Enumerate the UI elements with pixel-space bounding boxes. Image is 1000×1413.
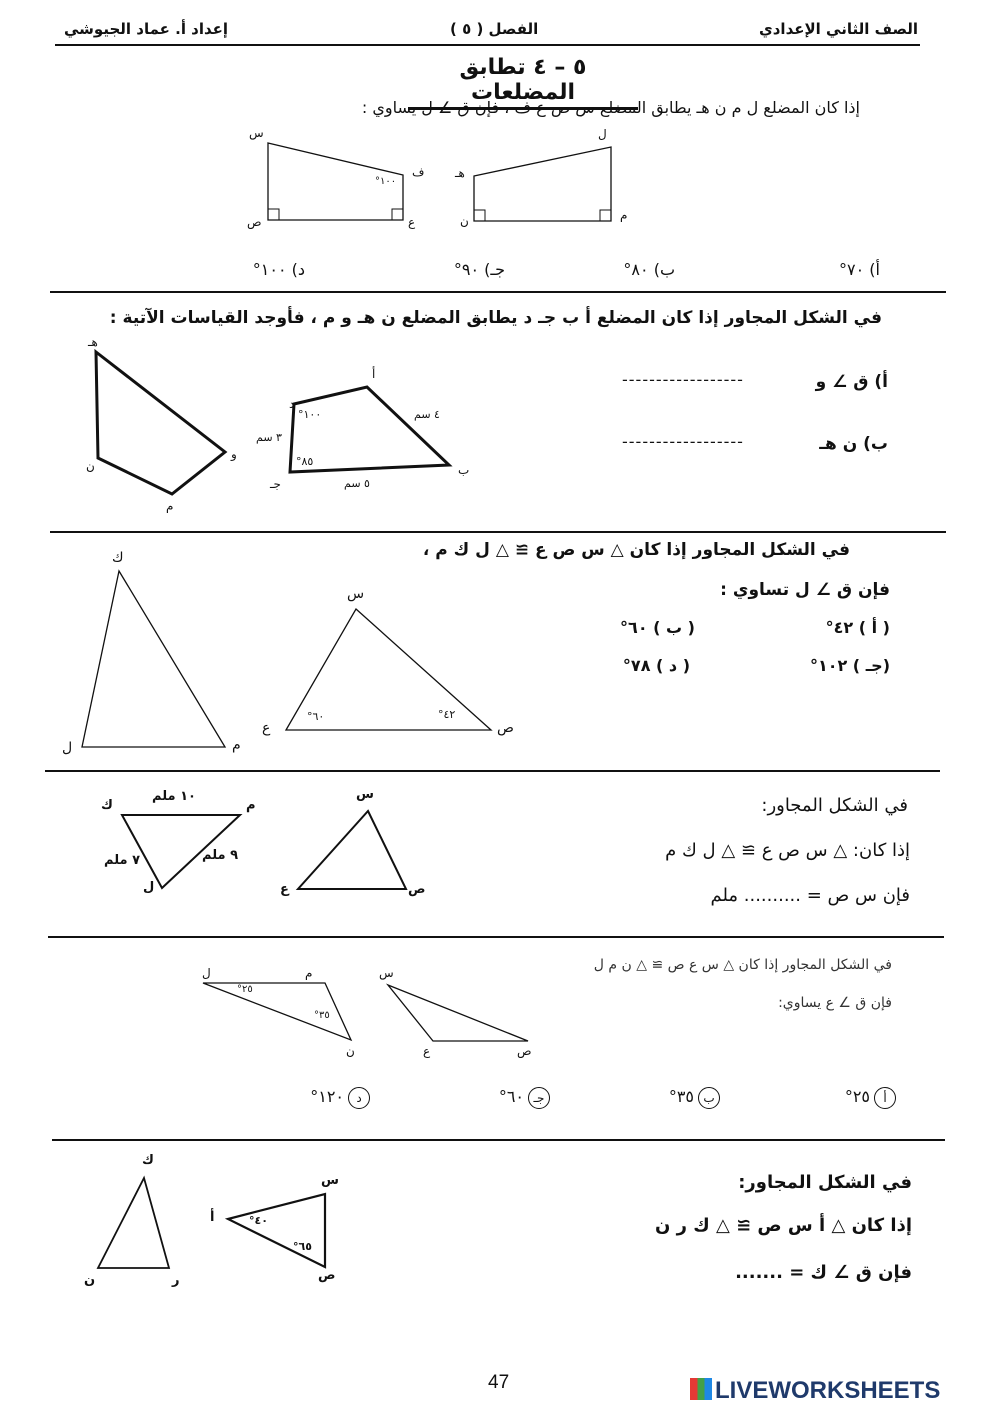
- q2-answer-a[interactable]: ------------------: [622, 370, 744, 389]
- q1-right-angle-2: [268, 209, 279, 220]
- q6-label-a: أ: [210, 1210, 215, 1225]
- q5-option-b-letter: ب: [698, 1087, 720, 1109]
- q4-condition: إذا كان: △ س ص ع ≅ △ ل ك م: [665, 840, 910, 861]
- q1-label-n: ن: [460, 214, 469, 228]
- q6-angle-40: °٤٠: [249, 1214, 268, 1227]
- q5-option-b-value: ٣٥°: [668, 1087, 694, 1106]
- q5-angle-25: °٢٥: [237, 984, 253, 995]
- q3-label-m: م: [232, 737, 241, 753]
- page-title: ٥ – ٤ تطابق المضلعات: [408, 55, 638, 110]
- q3-label-k: ك: [112, 550, 124, 566]
- q6-angle-65: °٦٥: [293, 1240, 312, 1253]
- page-number: 47: [488, 1372, 510, 1393]
- q4-ask[interactable]: فإن س ص = .......... ملم: [710, 885, 910, 906]
- q4-label-k: ك: [101, 798, 113, 813]
- q3-option-a[interactable]: ( أ ) ٤٢°: [825, 618, 890, 637]
- q2-quad-nhwm: [96, 352, 225, 494]
- q2-question: في الشكل المجاور إذا كان المضلع أ ب جـ د يطابق المضلع ن هـ و م ، فأوجد القياسات الآتية :: [109, 308, 882, 328]
- q5-option-c[interactable]: [499, 1087, 550, 1109]
- q3-ask: فإن ق ∠ ل تساوي :: [720, 580, 890, 600]
- q4-question: في الشكل المجاور:: [761, 795, 908, 816]
- q5-label-n: ن: [346, 1044, 355, 1058]
- q1-question: إذا كان المضلع ل م ن هـ يطابق المضلع س ص ع ف ، فإن ق ∠ ل يساوي :: [361, 98, 860, 117]
- divider-4: [48, 936, 944, 938]
- q3-question: في الشكل المجاور إذا كان △ س ص ع ≅ △ ل ك م ،: [422, 540, 850, 560]
- q3-angle-42: °٤٢: [438, 708, 456, 721]
- q2-label-b: ب: [458, 463, 470, 477]
- q4-label-m: م: [246, 798, 256, 813]
- q1-label-f: ف: [412, 165, 425, 179]
- q3-option-b[interactable]: ( ب ) ٦٠°: [620, 618, 695, 637]
- q1-option-b[interactable]: ب) ٨٠°: [623, 260, 675, 279]
- q6-condition: إذا كان △ أ س ص ≅ △ ك ر ن: [654, 1215, 912, 1236]
- q5-option-a-letter: أ: [874, 1087, 896, 1109]
- brand-logo-text: LIVEWORKSHEETS: [715, 1377, 941, 1404]
- q1-angle-100: °١٠٠: [375, 176, 397, 187]
- q6-triangle-krn: [98, 1178, 169, 1268]
- q1-label-ain: ع: [408, 215, 416, 229]
- q5-option-d-value: ١٢٠°: [310, 1087, 344, 1106]
- q5-label-ain: ع: [423, 1044, 431, 1058]
- q2-side-4: ٤ سم: [414, 408, 440, 421]
- q5-option-b[interactable]: [669, 1087, 720, 1109]
- q2-label-j: جـ: [270, 477, 281, 491]
- divider-3: [45, 770, 940, 772]
- q1-option-d[interactable]: د) ١٠٠°: [252, 260, 305, 279]
- q1-option-c[interactable]: جـ) ٩٠°: [453, 260, 505, 279]
- q2-label-n: ن: [86, 459, 95, 473]
- divider-2: [50, 531, 946, 533]
- q4-label-s: س: [356, 787, 374, 802]
- q5-option-c-letter: جـ: [528, 1087, 550, 1109]
- q3-triangle-klm: [82, 571, 225, 747]
- q5-label-l: ل: [202, 966, 211, 980]
- brand-logo[interactable]: [690, 1377, 940, 1407]
- q2-label-a: أ: [372, 367, 376, 381]
- q5-option-d[interactable]: [310, 1087, 370, 1109]
- q1-right-angle-3: [474, 210, 485, 221]
- q6-label-sad: ص: [318, 1268, 336, 1283]
- q6-ask[interactable]: فإن ق ∠ ك = .......: [735, 1262, 912, 1283]
- q1-label-l: ل: [598, 127, 607, 141]
- q4-label-l: ل: [143, 880, 155, 895]
- q1-label-sad: ص: [247, 215, 262, 229]
- q5-label-sad: ص: [517, 1044, 532, 1058]
- q6-label-k: ك: [142, 1153, 154, 1168]
- q6-triangle-asd: [228, 1194, 325, 1267]
- q6-label-r: ر: [172, 1273, 180, 1288]
- q5-option-c-value: ٦٠°: [498, 1087, 524, 1106]
- q3-label-sad: ص: [497, 720, 514, 736]
- q5-option-d-letter: د: [348, 1087, 370, 1109]
- q5-label-s: س: [379, 966, 394, 980]
- q2-part-a: أ) ق ∠ و: [815, 372, 888, 392]
- q5-question: في الشكل المجاور إذا كان △ س ع ص ≅ △ ن م ل: [593, 957, 892, 973]
- q3-option-c[interactable]: (جـ ) ١٠٢°: [809, 656, 890, 675]
- q2-label-d: د: [289, 397, 295, 411]
- q2-label-w: و: [231, 447, 237, 461]
- q5-ask: فإن ق ∠ ع يساوي:: [778, 995, 892, 1011]
- q1-label-m: م: [620, 208, 628, 222]
- q3-angle-60: °٦٠: [307, 710, 325, 723]
- chapter-label: الفصل ( ٥ ): [450, 20, 539, 38]
- divider-1: [50, 291, 946, 293]
- q4-label-sad: ص: [408, 882, 426, 897]
- divider-5: [52, 1139, 945, 1141]
- q1-label-s: س: [249, 126, 264, 140]
- q1-right-angle-1: [392, 209, 403, 220]
- q2-part-b: ب) ن هـ: [819, 434, 888, 454]
- q3-option-d[interactable]: ( د ) ٧٨°: [622, 656, 690, 675]
- q5-label-m: م: [305, 966, 313, 980]
- q4-label-ain: ع: [280, 882, 289, 897]
- q2-answer-b[interactable]: ------------------: [622, 432, 744, 451]
- q2-label-m: م: [166, 499, 174, 513]
- author-label: إعداد أ. عماد الجيوشي: [64, 20, 229, 38]
- q4-side-7: ٧ ملم: [104, 853, 141, 868]
- q5-option-a-value: ٢٥°: [844, 1087, 870, 1106]
- q4-triangle-sas: [298, 811, 406, 889]
- q5-angle-35: °٣٥: [314, 1010, 330, 1021]
- q6-label-s: س: [321, 1173, 339, 1188]
- q5-option-a[interactable]: [845, 1087, 896, 1109]
- q4-side-9: ٩ ملم: [202, 848, 239, 863]
- q3-label-ain: ع: [262, 720, 271, 736]
- q2-angle-85: °٨٥: [296, 455, 314, 468]
- q3-label-s: س: [347, 586, 365, 602]
- q5-triangle-sas: [388, 985, 528, 1041]
- q1-label-h: هـ: [455, 166, 465, 180]
- q2-side-5: ٥ سم: [344, 477, 370, 490]
- grade-label: الصف الثاني الإعدادي: [758, 20, 918, 38]
- q2-quad-abjd: [290, 387, 449, 472]
- q1-polygon-l: [474, 147, 611, 221]
- q1-right-angle-4: [600, 210, 611, 221]
- q2-side-3: ٣ سم: [256, 431, 282, 444]
- brand-logo-icon: [690, 1378, 712, 1400]
- q4-side-10: ١٠ ملم: [152, 789, 196, 804]
- q2-label-h: هـ: [88, 335, 98, 349]
- q1-option-a[interactable]: أ) ٧٠°: [839, 260, 880, 279]
- q6-label-n: ن: [84, 1273, 96, 1288]
- q3-label-l: ل: [62, 740, 73, 756]
- q2-angle-100: °١٠٠: [298, 408, 322, 421]
- q6-question: في الشكل المجاور:: [738, 1172, 912, 1193]
